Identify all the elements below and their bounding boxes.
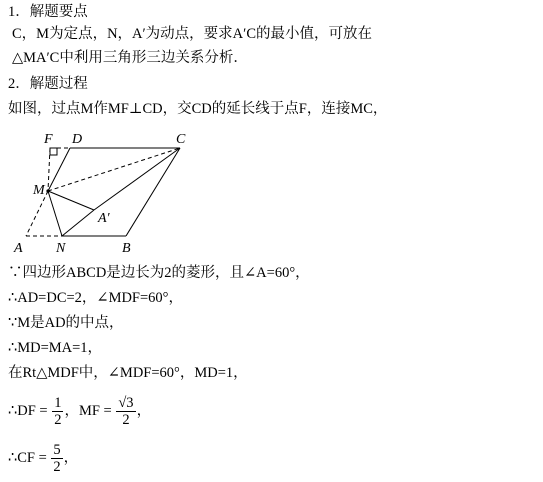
label-C: C xyxy=(176,132,186,147)
proof-line-4: ∴MD=MA=1， xyxy=(8,340,103,356)
section-2-heading: 2．解题过程 xyxy=(8,76,88,92)
df-label: ∴DF = xyxy=(8,403,48,419)
mf-label: ，MF = xyxy=(64,403,112,419)
label-D: D xyxy=(72,132,83,147)
proof-line-6: ∴DF = $\frac{1}{2}$ ，MF = $\frac{√3}{2}$ ， xyxy=(8,395,152,429)
label-A-prime: A′ xyxy=(98,211,110,226)
proof-line-5: 在Rt△MDF中，∠MDF=60°，MD=1， xyxy=(8,365,248,381)
label-B: B xyxy=(122,241,131,256)
segment-MC xyxy=(48,148,180,191)
fraction-one-half: $\frac{1}{2}$ xyxy=(54,395,62,429)
key-point-line-1: C，M为定点，N，A′为动点，要求A′C的最小值，可放在 xyxy=(12,26,372,42)
segment-MN xyxy=(48,191,62,236)
label-A: A xyxy=(14,241,23,256)
proof-line-7: ∴CF = $\frac{5}{2}$ ， xyxy=(8,442,79,476)
segment-DM xyxy=(48,148,70,191)
key-point-line-2: △MA′C中利用三角形三边关系分析． xyxy=(12,50,248,66)
construction-intro: 如图，过点M作MF⊥CD，交CD的延长线于点F，连接MC， xyxy=(8,101,388,117)
fraction-five-halves: $\frac{5}{2}$ xyxy=(53,442,61,476)
label-N: N xyxy=(56,241,66,256)
proof-line-2: ∴AD=DC=2，∠MDF=60°， xyxy=(8,290,183,306)
segment-A-prime-C xyxy=(94,148,180,210)
segment-MA-prime xyxy=(48,191,94,210)
label-F: F xyxy=(44,132,53,147)
cf-label: ∴CF = xyxy=(8,450,47,466)
proof-line-3: ∵M是AD的中点， xyxy=(8,315,124,331)
fraction-root3-over-2: $\frac{√3}{2}$ xyxy=(118,395,134,429)
section-1-heading: 1．解题要点 xyxy=(8,4,88,20)
segment-NA-prime xyxy=(62,210,94,236)
segment-CB xyxy=(126,148,180,236)
proof-line-1: ∵四边形ABCD是边长为2的菱形，且∠A=60°， xyxy=(8,265,310,281)
right-angle-marker xyxy=(50,148,57,155)
label-M: M xyxy=(33,183,45,198)
